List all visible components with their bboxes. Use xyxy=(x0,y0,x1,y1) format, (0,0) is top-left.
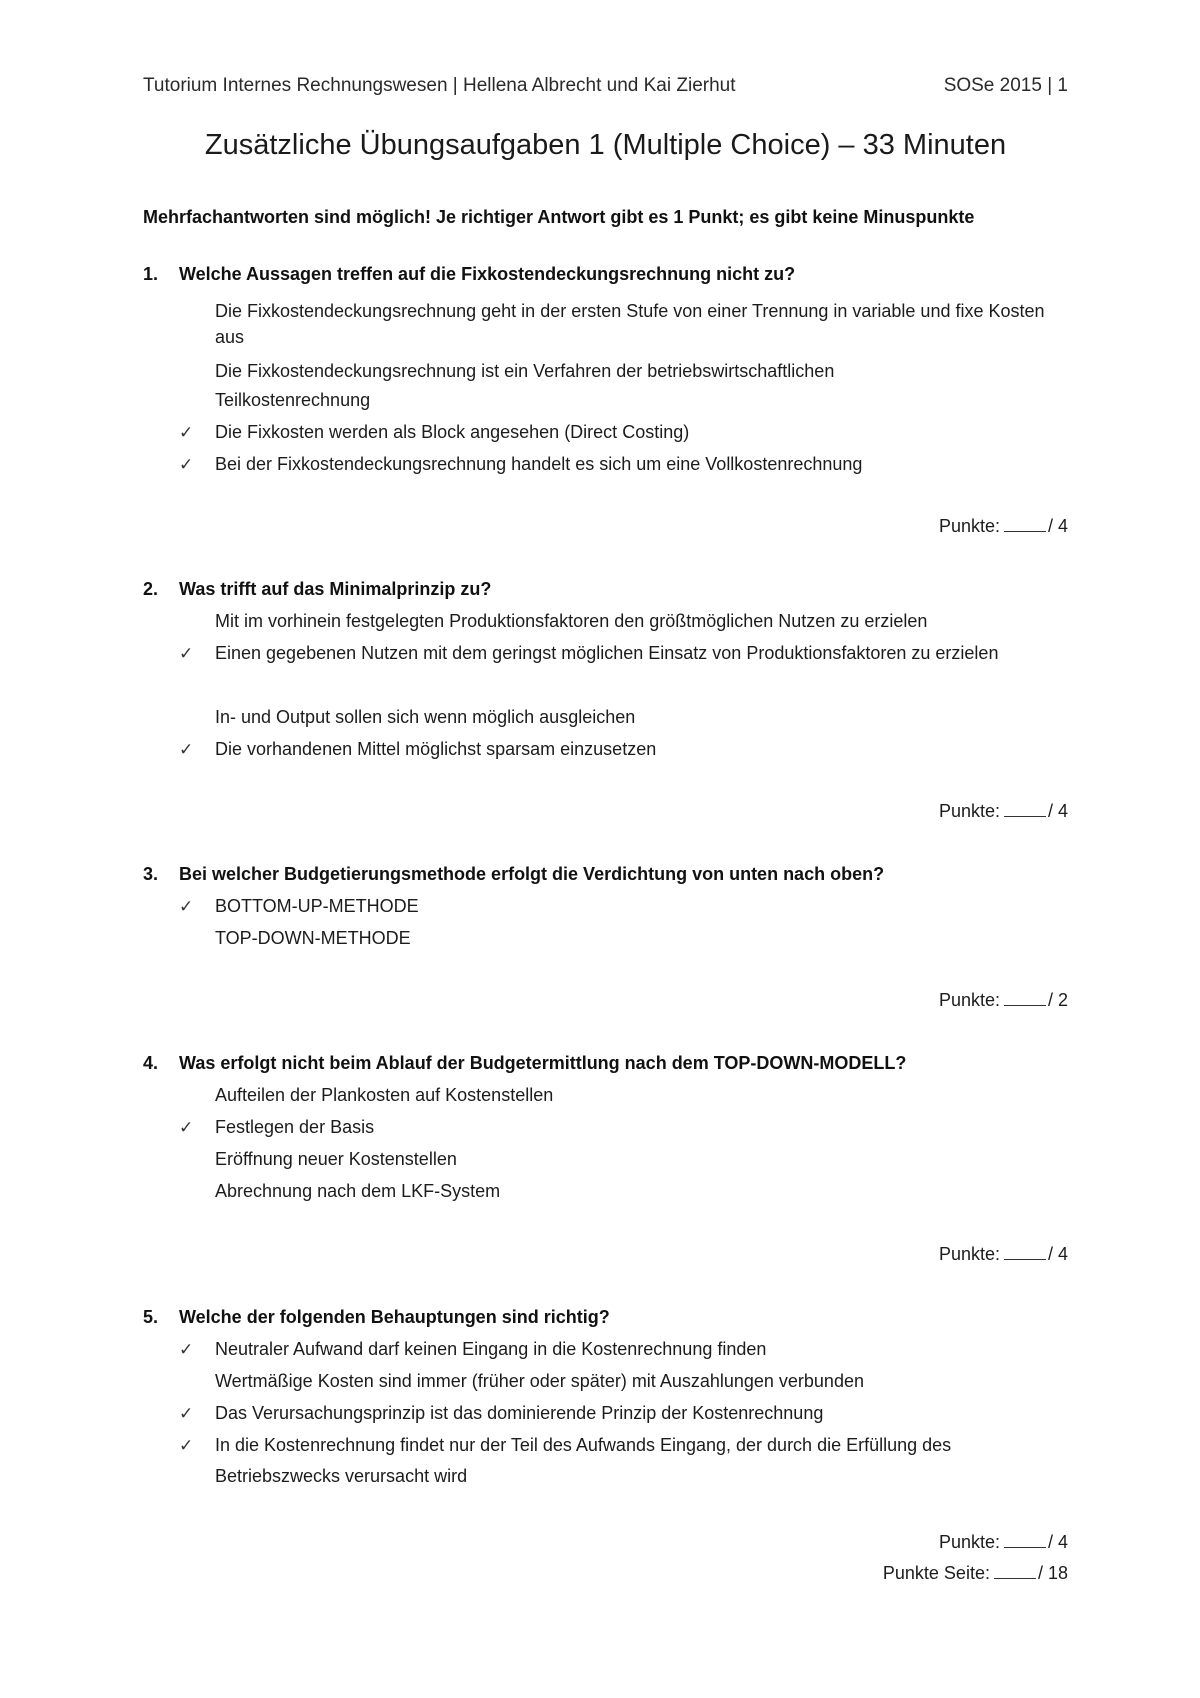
option-text: Neutraler Aufwand darf keinen Eingang in die Kostenrechnung finden xyxy=(215,1339,767,1359)
option-text: Einen gegebenen Nutzen mit dem geringst möglichen Einsatz von Produktionsfaktoren zu erzielen xyxy=(215,643,999,663)
check-icon: ✓ xyxy=(179,1340,194,1359)
option-text: Die Fixkostendeckungsrechnung ist ein Verfahren der betriebswirtschaftlichen Teilkostenrechnung xyxy=(215,361,835,410)
question-5-option-1[interactable] xyxy=(179,1334,1059,1365)
page-points-label: Punkte Seite: xyxy=(882,1563,990,1583)
question-number: 2. xyxy=(143,579,159,599)
question-1-option-4[interactable] xyxy=(179,449,1059,480)
points-label: Punkte: xyxy=(938,516,1000,536)
option-text: Mit im vorhinein festgelegten Produktionsfaktoren den größtmöglichen Nutzen zu erzielen xyxy=(215,611,928,631)
points-label: Punkte: xyxy=(938,1244,1000,1264)
option-text: Aufteilen der Plankosten auf Kostenstellen xyxy=(215,1085,554,1105)
question-1-title xyxy=(143,264,795,285)
check-icon: ✓ xyxy=(179,1404,194,1423)
question-number: 5. xyxy=(143,1307,159,1327)
points-max: / 4 xyxy=(1047,1532,1068,1552)
page-points-blank[interactable] xyxy=(994,1562,1036,1579)
option-text: Die vorhandenen Mittel möglichst sparsam einzusetzen xyxy=(215,739,657,759)
question-2-option-3[interactable] xyxy=(179,702,1059,733)
option-text: Die Fixkostendeckungsrechnung geht in der ersten Stufe von einer Trennung in variable und fixe Kosten aus xyxy=(215,301,1045,347)
option-text: Das Verursachungsprinzip ist das dominierende Prinzip der Kostenrechnung xyxy=(215,1403,824,1423)
check-icon: ✓ xyxy=(179,644,194,663)
points-blank[interactable] xyxy=(1004,1531,1046,1548)
points-blank[interactable] xyxy=(1004,989,1046,1006)
question-4-title xyxy=(143,1053,906,1074)
question-number: 3. xyxy=(143,864,159,884)
question-1-option-1[interactable] xyxy=(179,298,1059,350)
question-4-option-1[interactable] xyxy=(179,1080,1059,1111)
check-icon: ✓ xyxy=(179,455,194,474)
question-number: 1. xyxy=(143,264,159,284)
page-points-total xyxy=(883,1562,1068,1584)
question-4-option-4[interactable] xyxy=(179,1176,1059,1207)
option-text: Festlegen der Basis xyxy=(215,1117,375,1137)
question-2-title xyxy=(143,579,491,600)
question-text: Bei welcher Budgetierungsmethode erfolgt die Verdichtung von unten nach oben? xyxy=(179,864,885,884)
page-points-max: / 18 xyxy=(1037,1563,1068,1583)
points-max: / 4 xyxy=(1047,1244,1068,1264)
question-5-title xyxy=(143,1307,610,1328)
points-blank[interactable] xyxy=(1004,800,1046,817)
question-2-option-1[interactable] xyxy=(179,606,1059,637)
option-text: Die Fixkosten werden als Block angesehen (Direct Costing) xyxy=(215,422,690,442)
option-text: Eröffnung neuer Kostenstellen xyxy=(215,1149,457,1169)
question-text: Was erfolgt nicht beim Ablauf der Budgetermittlung nach dem TOP-DOWN-MODELL? xyxy=(179,1053,907,1073)
question-4-option-3[interactable] xyxy=(179,1144,1059,1175)
points-max: / 4 xyxy=(1047,801,1068,821)
option-text: TOP-DOWN-METHODE xyxy=(215,928,411,948)
question-1-points xyxy=(939,515,1068,537)
question-1-option-2[interactable] xyxy=(179,357,1059,415)
question-1-option-3[interactable] xyxy=(179,417,1059,448)
question-3-option-1[interactable] xyxy=(179,891,1059,922)
points-label: Punkte: xyxy=(938,990,1000,1010)
question-5-option-2[interactable] xyxy=(179,1366,1059,1397)
option-text: Wertmäßige Kosten sind immer (früher oder später) mit Auszahlungen verbunden xyxy=(215,1371,864,1391)
check-icon: ✓ xyxy=(179,1436,194,1455)
points-label: Punkte: xyxy=(938,1532,1000,1552)
option-text: BOTTOM-UP-METHODE xyxy=(215,896,419,916)
question-number: 4. xyxy=(143,1053,159,1073)
instructions: Mehrfachantworten sind möglich! Je richtiger Antwort gibt es 1 Punkt; es gibt keine Minuspunkte xyxy=(143,207,975,227)
question-text: Welche Aussagen treffen auf die Fixkostendeckungsrechnung nicht zu? xyxy=(179,264,796,284)
option-text: In die Kostenrechnung findet nur der Teil des Aufwands Eingang, der durch die Erfüllung des Betriebszwecks verursacht wird xyxy=(215,1435,952,1486)
question-text: Welche der folgenden Behauptungen sind richtig? xyxy=(179,1307,610,1327)
check-icon: ✓ xyxy=(179,1118,194,1137)
page-title: Zusätzliche Übungsaufgaben 1 (Multiple Choice) – 33 Minuten xyxy=(204,129,1007,161)
question-4-points xyxy=(939,1243,1068,1265)
check-icon: ✓ xyxy=(179,423,194,442)
points-blank[interactable] xyxy=(1004,515,1046,532)
question-3-option-2[interactable] xyxy=(179,923,1059,954)
points-label: Punkte: xyxy=(938,801,1000,821)
question-3-title xyxy=(143,864,884,885)
question-4-option-2[interactable] xyxy=(179,1112,1059,1143)
page-header xyxy=(143,75,1068,105)
check-icon: ✓ xyxy=(179,897,194,916)
points-blank[interactable] xyxy=(1004,1243,1046,1260)
question-2-points xyxy=(939,800,1068,822)
option-text: In- und Output sollen sich wenn möglich ausgleichen xyxy=(215,707,636,727)
points-max: / 4 xyxy=(1047,516,1068,536)
question-2-option-2[interactable] xyxy=(179,638,1059,669)
question-text: Was trifft auf das Minimalprinzip zu? xyxy=(179,579,492,599)
document-page xyxy=(143,0,1068,1698)
question-2-option-4[interactable] xyxy=(179,734,1059,765)
option-text: Abrechnung nach dem LKF-System xyxy=(215,1181,501,1201)
points-max: / 2 xyxy=(1047,990,1068,1010)
question-5-option-3[interactable] xyxy=(179,1398,1059,1429)
question-3-points xyxy=(939,989,1068,1011)
question-5-points xyxy=(939,1531,1068,1553)
header-course-info: Tutorium Internes Rechnungswesen | Hellena Albrecht und Kai Zierhut xyxy=(143,75,736,96)
header-semester-page: SOSe 2015 | 1 xyxy=(943,75,1068,96)
check-icon: ✓ xyxy=(179,740,194,759)
question-5-option-4[interactable] xyxy=(179,1430,1059,1492)
option-text: Bei der Fixkostendeckungsrechnung handelt es sich um eine Vollkostenrechnung xyxy=(215,454,863,474)
